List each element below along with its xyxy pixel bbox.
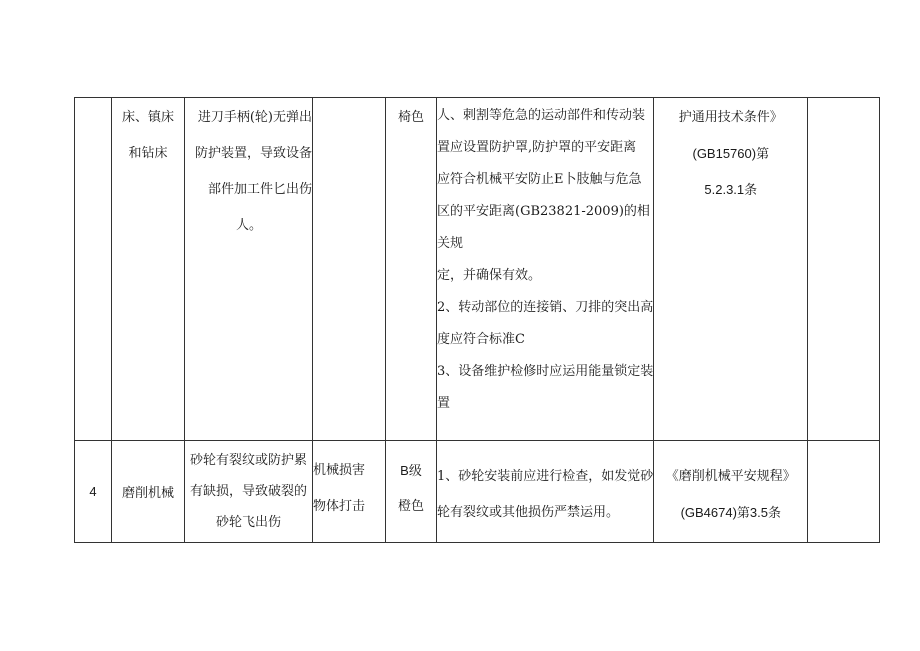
measure-line: 人、剌割等危急的运动部件和传动装: [437, 108, 646, 123]
hazard-line: 人。: [235, 218, 262, 233]
number-cell: 4: [75, 441, 112, 543]
hazard-cell: [185, 441, 313, 543]
hazard-line: 砂轮飞出伤: [215, 515, 281, 530]
measure-line: 关规: [437, 236, 464, 251]
risk-level-line: 橙色: [397, 499, 424, 514]
accident-type-cell: [313, 441, 386, 543]
risk-level-line: 椅色: [397, 110, 424, 125]
risk-level-cell: [386, 98, 437, 441]
measures-cell: [437, 98, 654, 441]
hazard-line: 有缺损，导致破裂的: [189, 484, 307, 499]
accident-type-line: 物体打击: [313, 499, 366, 514]
accident-type-cell: [313, 98, 386, 441]
device-cell: 磨削机械: [112, 441, 185, 543]
measure-line: 1、砂轮安装前应进行检查，如发觉砂: [437, 469, 654, 484]
basis-line: 护通用技术条件》: [678, 110, 783, 125]
hazard-table: [74, 97, 880, 543]
risk-level-line: B级: [400, 463, 422, 478]
basis-line: (GB15760)第: [692, 146, 770, 161]
basis-line: (GB4674)第3.5条: [680, 505, 781, 520]
hazard-line: 进刀手柄(轮)无弹出: [197, 110, 312, 125]
hazard-line: 防护装置，导致设备: [194, 146, 312, 161]
measure-line: 置应设置防护罩,防护罩的平安距离: [437, 140, 637, 155]
measure-line: 区的平安距离(GB23821-2009)的相: [437, 204, 650, 219]
measure-line: 度应符合标准C: [437, 332, 525, 347]
basis-line: 《磨削机械平安规程》: [665, 469, 796, 484]
measure-line: 置: [437, 396, 451, 411]
hazard-line: 部件加工件匕出伤: [207, 182, 312, 197]
table-row: [75, 441, 880, 543]
device-line: 床、镇床: [121, 110, 174, 125]
device-line: 和钻床: [128, 146, 168, 161]
measure-line: 3、设备维护检修时应运用能量锁定装: [437, 364, 654, 379]
basis-line: 5.2.3.1条: [704, 182, 758, 197]
accident-type-line: 机械损害: [313, 463, 366, 478]
number-cell: [75, 98, 112, 441]
device-cell: [112, 98, 185, 441]
table-row: [75, 98, 880, 441]
measure-line: 定，并确保有效。: [437, 268, 542, 283]
measure-line: 轮有裂纹或其他损伤严禁运用。: [437, 505, 620, 520]
remark-cell: [808, 98, 880, 441]
measure-line: 应符合机械平安防止E卜肢触与危急: [437, 172, 642, 187]
hazard-line: 砂轮有裂纹或防护累: [189, 453, 307, 468]
basis-cell: [654, 441, 808, 543]
risk-level-cell: [386, 441, 437, 543]
basis-cell: [654, 98, 808, 441]
measure-line: 2、转动部位的连接销、刀排的突出高: [437, 300, 654, 315]
measures-cell: [437, 441, 654, 543]
remark-cell: [808, 441, 880, 543]
hazard-cell: [185, 98, 313, 441]
